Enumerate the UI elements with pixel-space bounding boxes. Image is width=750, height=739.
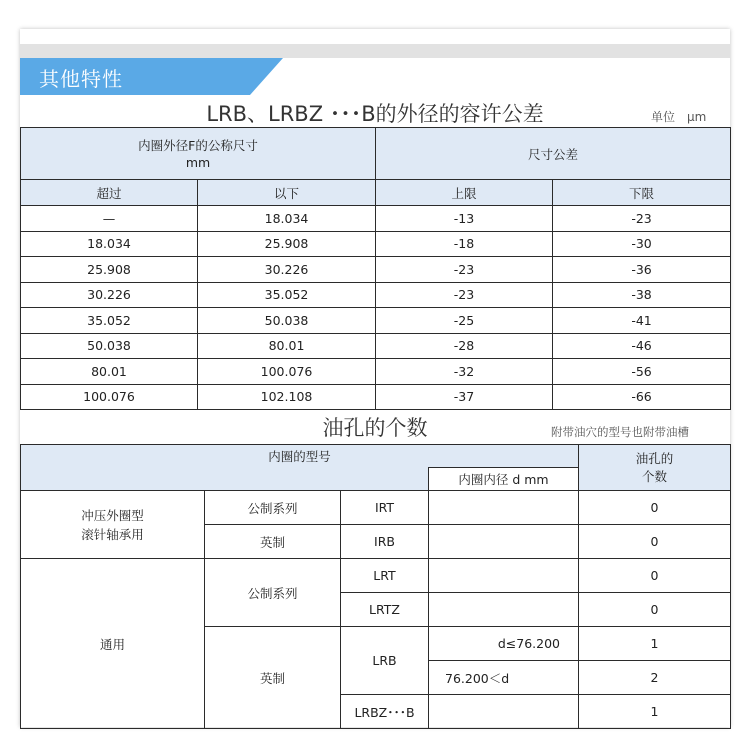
header-count-line2: 个数 — [642, 468, 668, 484]
table-row — [21, 231, 731, 257]
oil-hole-table — [20, 444, 731, 729]
header-model: 内圈的型号 — [21, 445, 579, 468]
table-row — [21, 308, 731, 334]
table-cell: 18.034 — [198, 206, 376, 232]
table-cell: -23 — [376, 282, 553, 308]
model-irb: IRB — [341, 525, 429, 559]
table2-title: 油孔的个数 — [322, 416, 428, 440]
table2-note: 附带油穴的型号也附带油槽 — [551, 425, 689, 439]
table-cell: -41 — [553, 308, 731, 334]
count-cell: 0 — [579, 525, 731, 559]
table-row — [21, 384, 731, 410]
subheader-incl: 以下 — [198, 180, 376, 206]
table-cell: 35.052 — [21, 308, 198, 334]
series-inch: 英制 — [205, 525, 341, 559]
series-metric: 公制系列 — [205, 559, 341, 627]
count-cell: 1 — [579, 695, 731, 729]
table-cell: 18.034 — [21, 231, 198, 257]
table-cell: -23 — [376, 257, 553, 283]
header-bore: 内圈内径 d mm — [429, 468, 579, 491]
table-cell: — — [21, 206, 198, 232]
tolerance-table — [20, 127, 731, 410]
table-cell: -32 — [376, 359, 553, 385]
section-title: 其他特性 — [39, 67, 123, 91]
header-count — [579, 445, 731, 491]
subheader-over: 超过 — [21, 180, 198, 206]
table-cell: -28 — [376, 333, 553, 359]
header-nominal-size-label: 内圈外径F的公称尺寸 — [138, 137, 258, 153]
group-stamped-line1: 冲压外圈型 — [81, 507, 144, 523]
bore-empty — [429, 593, 579, 627]
count-cell: 0 — [579, 491, 731, 525]
table-cell: -38 — [553, 282, 731, 308]
table-cell: 50.038 — [198, 308, 376, 334]
header-nominal-size — [21, 128, 376, 180]
model-lrb: LRB — [341, 627, 429, 695]
bore-condition-le: d≤76.200 — [429, 627, 579, 661]
header-count-line1: 油孔的 — [635, 450, 674, 466]
header-nominal-size-unit: mm — [185, 154, 211, 170]
table-cell: 80.01 — [21, 359, 198, 385]
table-cell: -56 — [553, 359, 731, 385]
subheader-lower: 下限 — [553, 180, 731, 206]
table-cell: -46 — [553, 333, 731, 359]
table-cell: 102.108 — [198, 384, 376, 410]
table-cell: 25.908 — [21, 257, 198, 283]
table-row — [21, 359, 731, 385]
bore-empty — [429, 559, 579, 593]
header-blank — [21, 468, 429, 491]
table-cell: 35.052 — [198, 282, 376, 308]
series-inch: 英制 — [205, 627, 341, 729]
table-cell: -30 — [553, 231, 731, 257]
bore-empty — [429, 491, 579, 525]
count-cell: 0 — [579, 593, 731, 627]
table-cell: -25 — [376, 308, 553, 334]
header-stripe — [20, 44, 730, 58]
bore-condition-gt: 76.200＜d — [429, 661, 579, 695]
table-cell: 25.908 — [198, 231, 376, 257]
subheader-upper: 上限 — [376, 180, 553, 206]
table-row — [21, 491, 731, 525]
model-lrtz: LRTZ — [341, 593, 429, 627]
table-cell: -37 — [376, 384, 553, 410]
table-cell: -66 — [553, 384, 731, 410]
table-cell: -36 — [553, 257, 731, 283]
bore-empty — [429, 525, 579, 559]
table-row — [21, 257, 731, 283]
count-cell: 1 — [579, 627, 731, 661]
table-row — [21, 282, 731, 308]
table-cell: -23 — [553, 206, 731, 232]
table-cell: 30.226 — [198, 257, 376, 283]
group-stamped-needle — [21, 491, 205, 559]
series-metric: 公制系列 — [205, 491, 341, 525]
table1-unit: 单位 μm — [651, 110, 707, 124]
table-row — [21, 333, 731, 359]
model-irt: IRT — [341, 491, 429, 525]
bore-empty — [429, 695, 579, 729]
table-cell: 100.076 — [21, 384, 198, 410]
table-cell: -13 — [376, 206, 553, 232]
model-lrbz: LRBZ･･･B — [341, 695, 429, 729]
table-row — [21, 559, 731, 593]
table-cell: -18 — [376, 231, 553, 257]
table-cell: 30.226 — [21, 282, 198, 308]
section-banner — [20, 58, 283, 95]
group-general: 通用 — [21, 559, 205, 729]
table-row — [21, 206, 731, 232]
model-lrt: LRT — [341, 559, 429, 593]
table1-title: LRB、LRBZ ･･･B的外径的容许公差 — [206, 102, 544, 126]
count-cell: 2 — [579, 661, 731, 695]
header-tolerance: 尺寸公差 — [376, 128, 731, 180]
count-cell: 0 — [579, 559, 731, 593]
group-stamped-line2: 滚针轴承用 — [81, 526, 144, 542]
table-cell: 80.01 — [198, 333, 376, 359]
table-cell: 100.076 — [198, 359, 376, 385]
table-cell: 50.038 — [21, 333, 198, 359]
